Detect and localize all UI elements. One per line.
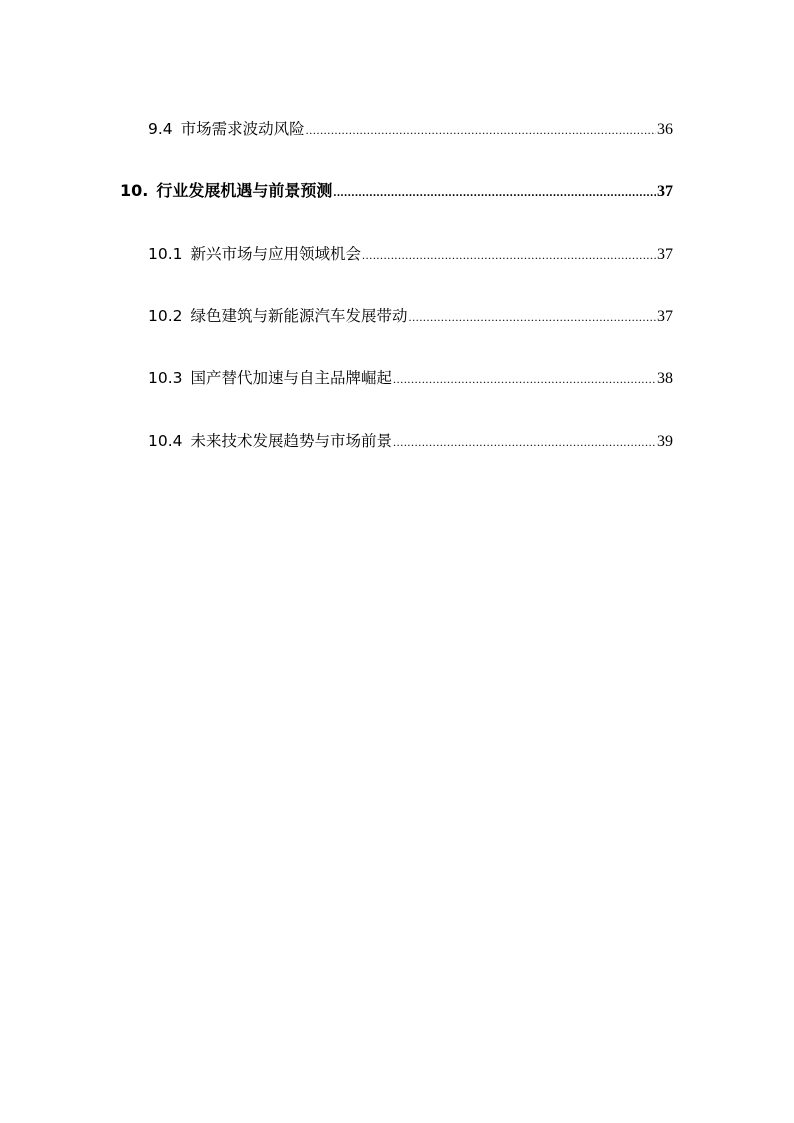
entry-number: 9.4 — [148, 120, 173, 138]
dot-leader — [362, 244, 656, 266]
toc-entry-10-1[interactable] — [148, 243, 673, 265]
page-number: 38 — [657, 370, 673, 387]
toc-entry-10-3[interactable] — [148, 367, 673, 389]
toc-entry-9-4[interactable] — [148, 118, 673, 140]
entry-number: 10.3 — [148, 369, 183, 387]
dot-leader — [393, 431, 656, 453]
toc-entry-10[interactable] — [120, 180, 673, 202]
entry-title: 新兴市场与应用领域机会 — [190, 245, 362, 263]
entry-title: 市场需求波动风险 — [180, 120, 305, 138]
entry-title: 未来技术发展趋势与市场前景 — [190, 432, 393, 450]
entry-title: 行业发展机遇与前景预测 — [156, 181, 333, 200]
entry-title: 绿色建筑与新能源汽车发展带动 — [190, 307, 408, 325]
entry-number: 10. — [120, 181, 149, 200]
dot-leader — [409, 306, 656, 328]
page-number: 37 — [657, 183, 673, 200]
page-number: 39 — [657, 433, 673, 450]
dot-leader — [306, 119, 656, 141]
page-number: 37 — [657, 246, 673, 263]
dot-leader — [333, 181, 656, 203]
entry-number: 10.2 — [148, 307, 183, 325]
entry-number: 10.4 — [148, 432, 183, 450]
toc-entry-10-2[interactable] — [148, 305, 673, 327]
entry-number: 10.1 — [148, 245, 183, 263]
dot-leader — [393, 368, 656, 390]
entry-title: 国产替代加速与自主品牌崛起 — [190, 369, 393, 387]
toc-entry-10-4[interactable] — [148, 430, 673, 452]
page-number: 36 — [657, 121, 673, 138]
page-number: 37 — [657, 308, 673, 325]
